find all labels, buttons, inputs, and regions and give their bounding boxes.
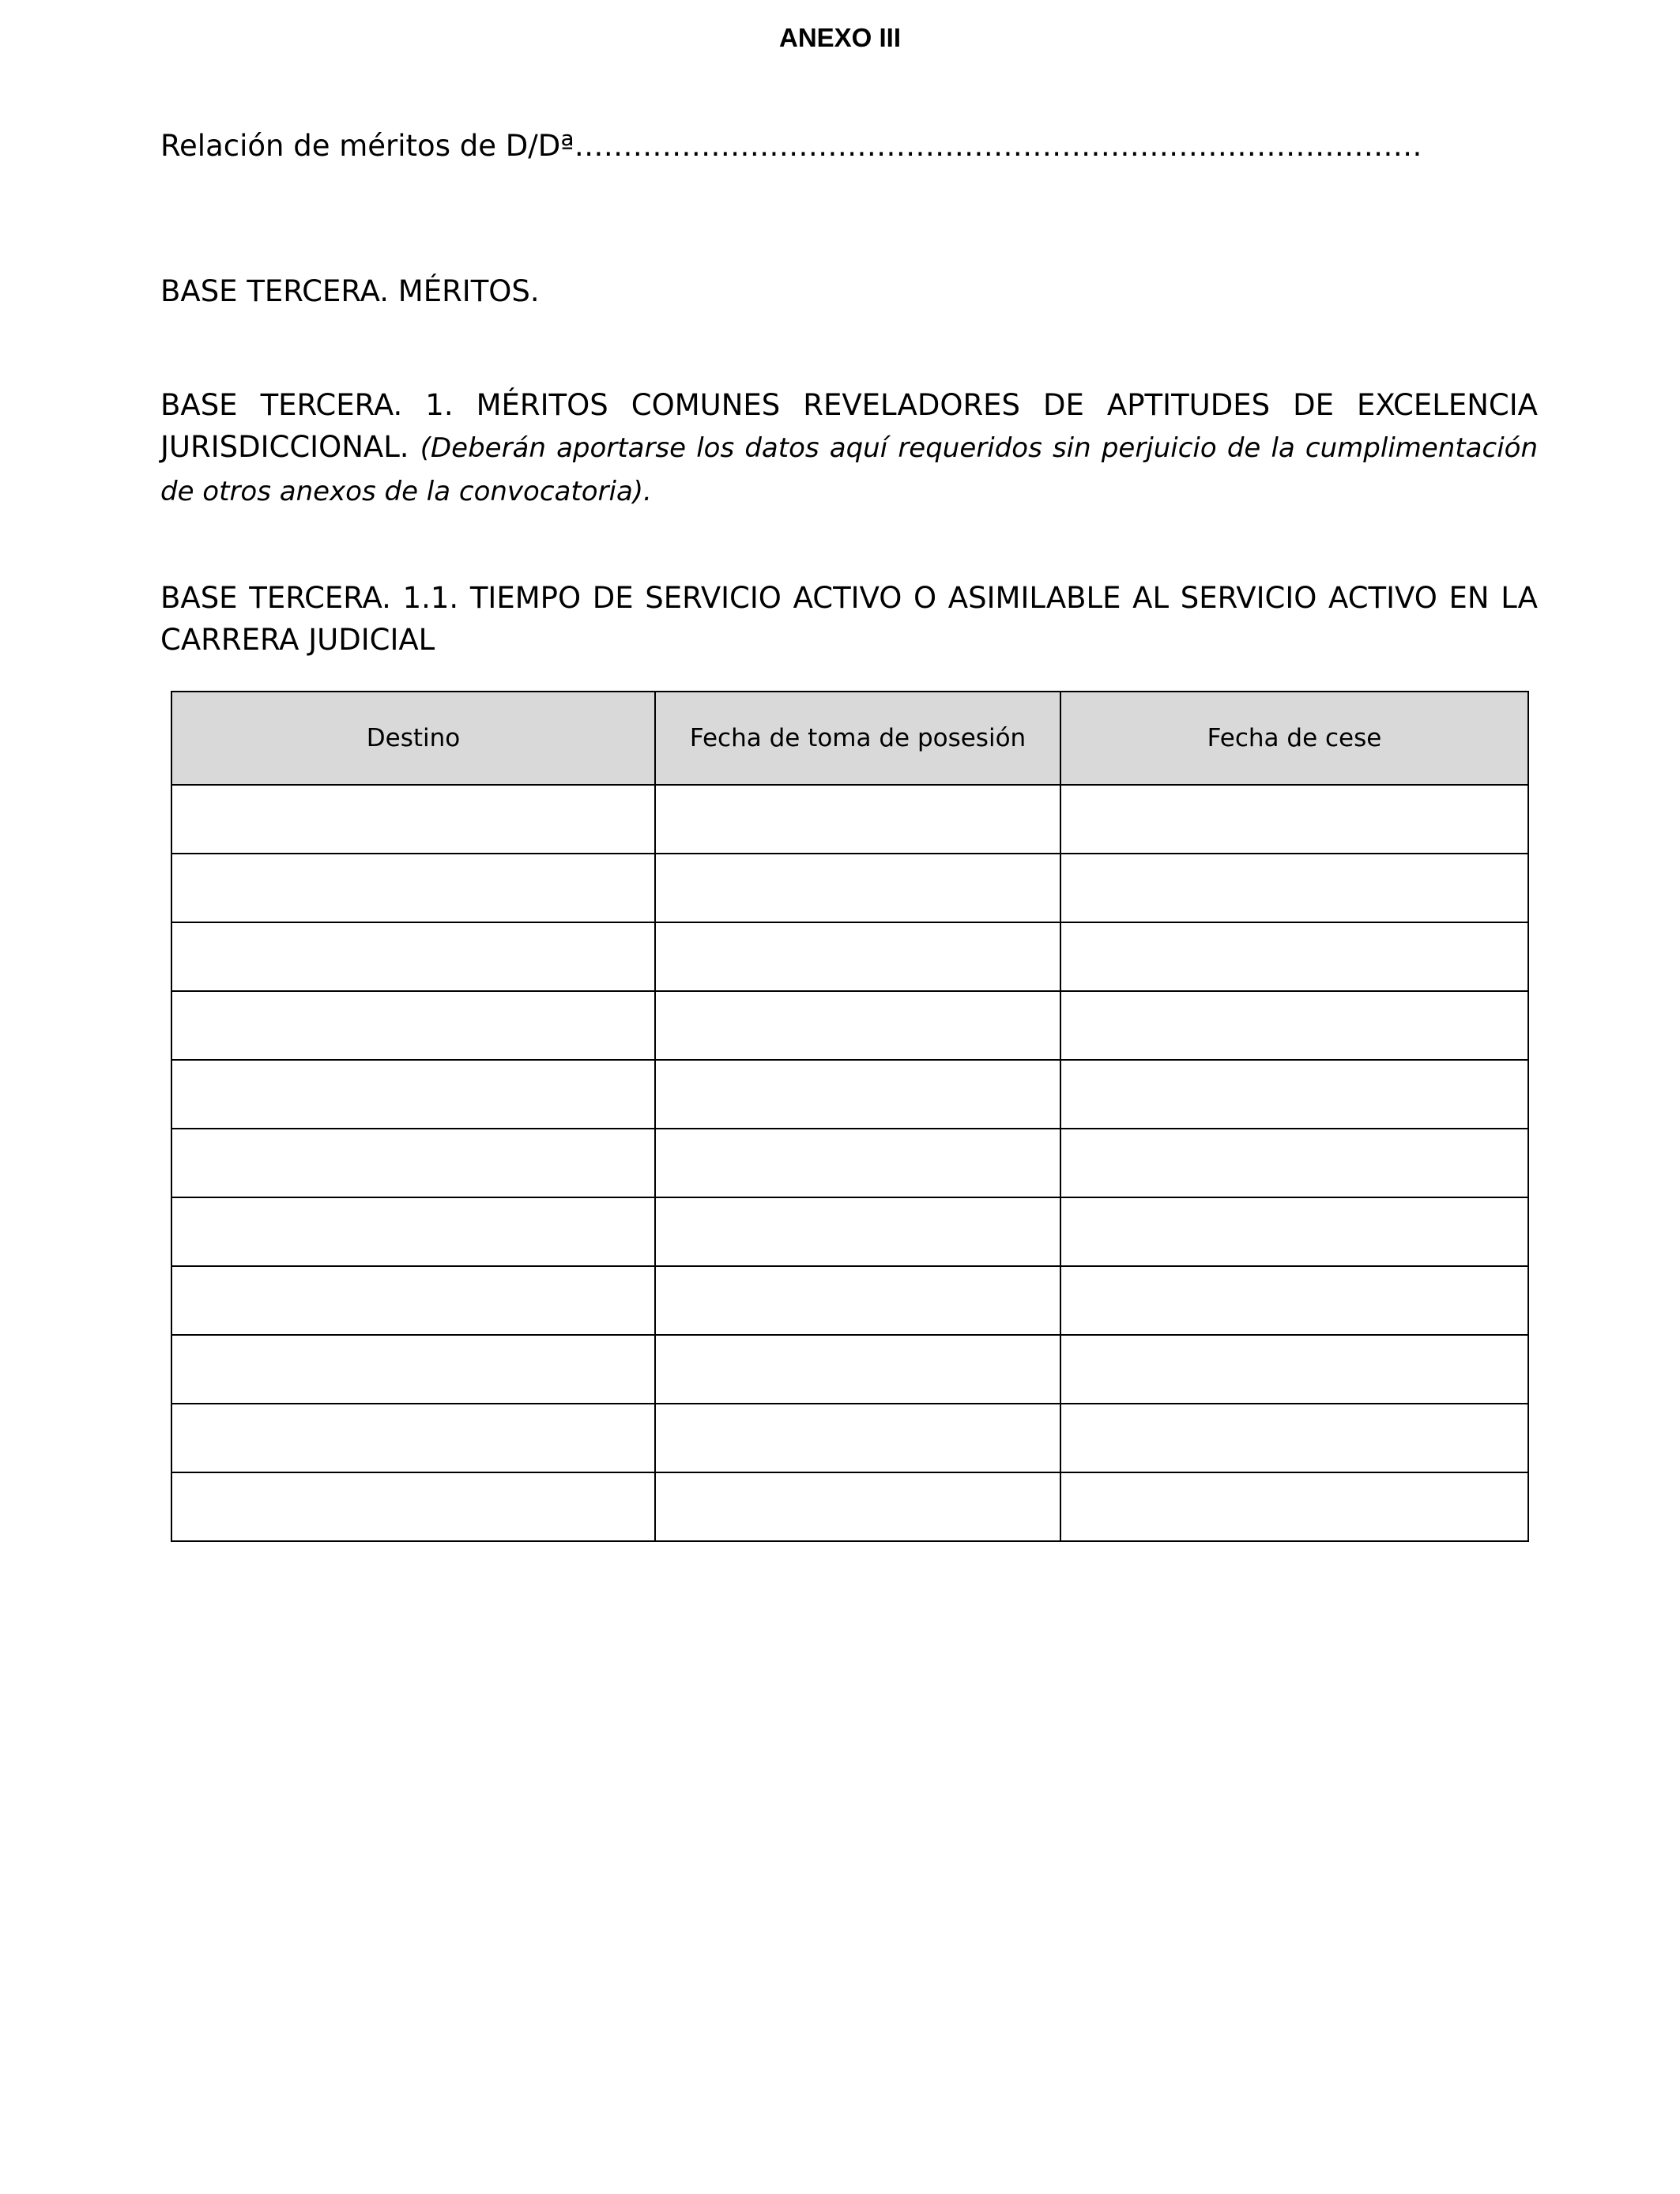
- fecha-cese-cell[interactable]: [1060, 854, 1528, 922]
- fecha-cese-cell[interactable]: [1060, 1266, 1528, 1335]
- fecha-cese-cell[interactable]: [1060, 785, 1528, 854]
- destino-cell[interactable]: [171, 1335, 655, 1404]
- base-tercera-heading: BASE TERCERA. MÉRITOS.: [160, 274, 540, 308]
- fecha-cese-cell[interactable]: [1060, 1472, 1528, 1541]
- table-row: [171, 1060, 1528, 1129]
- destino-cell[interactable]: [171, 1404, 655, 1472]
- destino-cell[interactable]: [171, 991, 655, 1060]
- fecha-posesion-cell[interactable]: [655, 1404, 1060, 1472]
- table-row: [171, 1266, 1528, 1335]
- column-header-destino: Destino: [171, 692, 655, 785]
- destino-cell[interactable]: [171, 922, 655, 991]
- base-tercera-one-heading: BASE TERCERA. 1. MÉRITOS COMUNES REVELADORES DE APTITUDES DE EXCELENCIA JURISDICCIONAL.: [160, 388, 1538, 464]
- fecha-posesion-cell[interactable]: [655, 1472, 1060, 1541]
- column-header-fecha-cese: Fecha de cese: [1060, 692, 1528, 785]
- fecha-cese-cell[interactable]: [1060, 1335, 1528, 1404]
- base-tercera-one-paragraph: [160, 384, 1538, 513]
- table-header-row: [171, 692, 1528, 785]
- service-time-table: [171, 691, 1529, 1542]
- table-row: [171, 1335, 1528, 1404]
- table-row: [171, 922, 1528, 991]
- destino-cell[interactable]: [171, 785, 655, 854]
- fecha-cese-cell[interactable]: [1060, 991, 1528, 1060]
- merits-relation-label: Relación de méritos de D/Dª: [160, 129, 574, 163]
- fecha-posesion-cell[interactable]: [655, 922, 1060, 991]
- table-row: [171, 1404, 1528, 1472]
- table-row: [171, 785, 1528, 854]
- annex-title: ANEXO III: [778, 23, 902, 52]
- table-row: [171, 1129, 1528, 1197]
- table-row: [171, 1197, 1528, 1266]
- table-row: [171, 991, 1528, 1060]
- base-tercera-one-note: (Deberán aportarse los datos aquí requeridos sin perjuicio de la cumplimentación de otros anexos de la convocatoria).: [160, 432, 1539, 507]
- fecha-posesion-cell[interactable]: [655, 854, 1060, 922]
- destino-cell[interactable]: [171, 1060, 655, 1129]
- base-tercera-one-one-heading: BASE TERCERA. 1.1. TIEMPO DE SERVICIO ACTIVO O ASIMILABLE AL SERVICIO ACTIVO EN LA CARRERA JUDICIAL: [160, 581, 1538, 657]
- name-fill-dotted-line: ……………………………………………………………………………: [574, 129, 1422, 163]
- fecha-posesion-cell[interactable]: [655, 1335, 1060, 1404]
- table-row: [171, 1472, 1528, 1541]
- fecha-posesion-cell[interactable]: [655, 785, 1060, 854]
- fecha-cese-cell[interactable]: [1060, 1197, 1528, 1266]
- fecha-posesion-cell[interactable]: [655, 991, 1060, 1060]
- destino-cell[interactable]: [171, 1197, 655, 1266]
- destino-cell[interactable]: [171, 1266, 655, 1335]
- fecha-cese-cell[interactable]: [1060, 1060, 1528, 1129]
- fecha-posesion-cell[interactable]: [655, 1266, 1060, 1335]
- fecha-cese-cell[interactable]: [1060, 1129, 1528, 1197]
- fecha-cese-cell[interactable]: [1060, 1404, 1528, 1472]
- fecha-posesion-cell[interactable]: [655, 1129, 1060, 1197]
- fecha-cese-cell[interactable]: [1060, 922, 1528, 991]
- column-header-fecha-posesion: Fecha de toma de posesión: [655, 692, 1060, 785]
- destino-cell[interactable]: [171, 854, 655, 922]
- fecha-posesion-cell[interactable]: [655, 1060, 1060, 1129]
- merits-relation-line: [160, 125, 1538, 167]
- destino-cell[interactable]: [171, 1129, 655, 1197]
- fecha-posesion-cell[interactable]: [655, 1197, 1060, 1266]
- table-row: [171, 854, 1528, 922]
- destino-cell[interactable]: [171, 1472, 655, 1541]
